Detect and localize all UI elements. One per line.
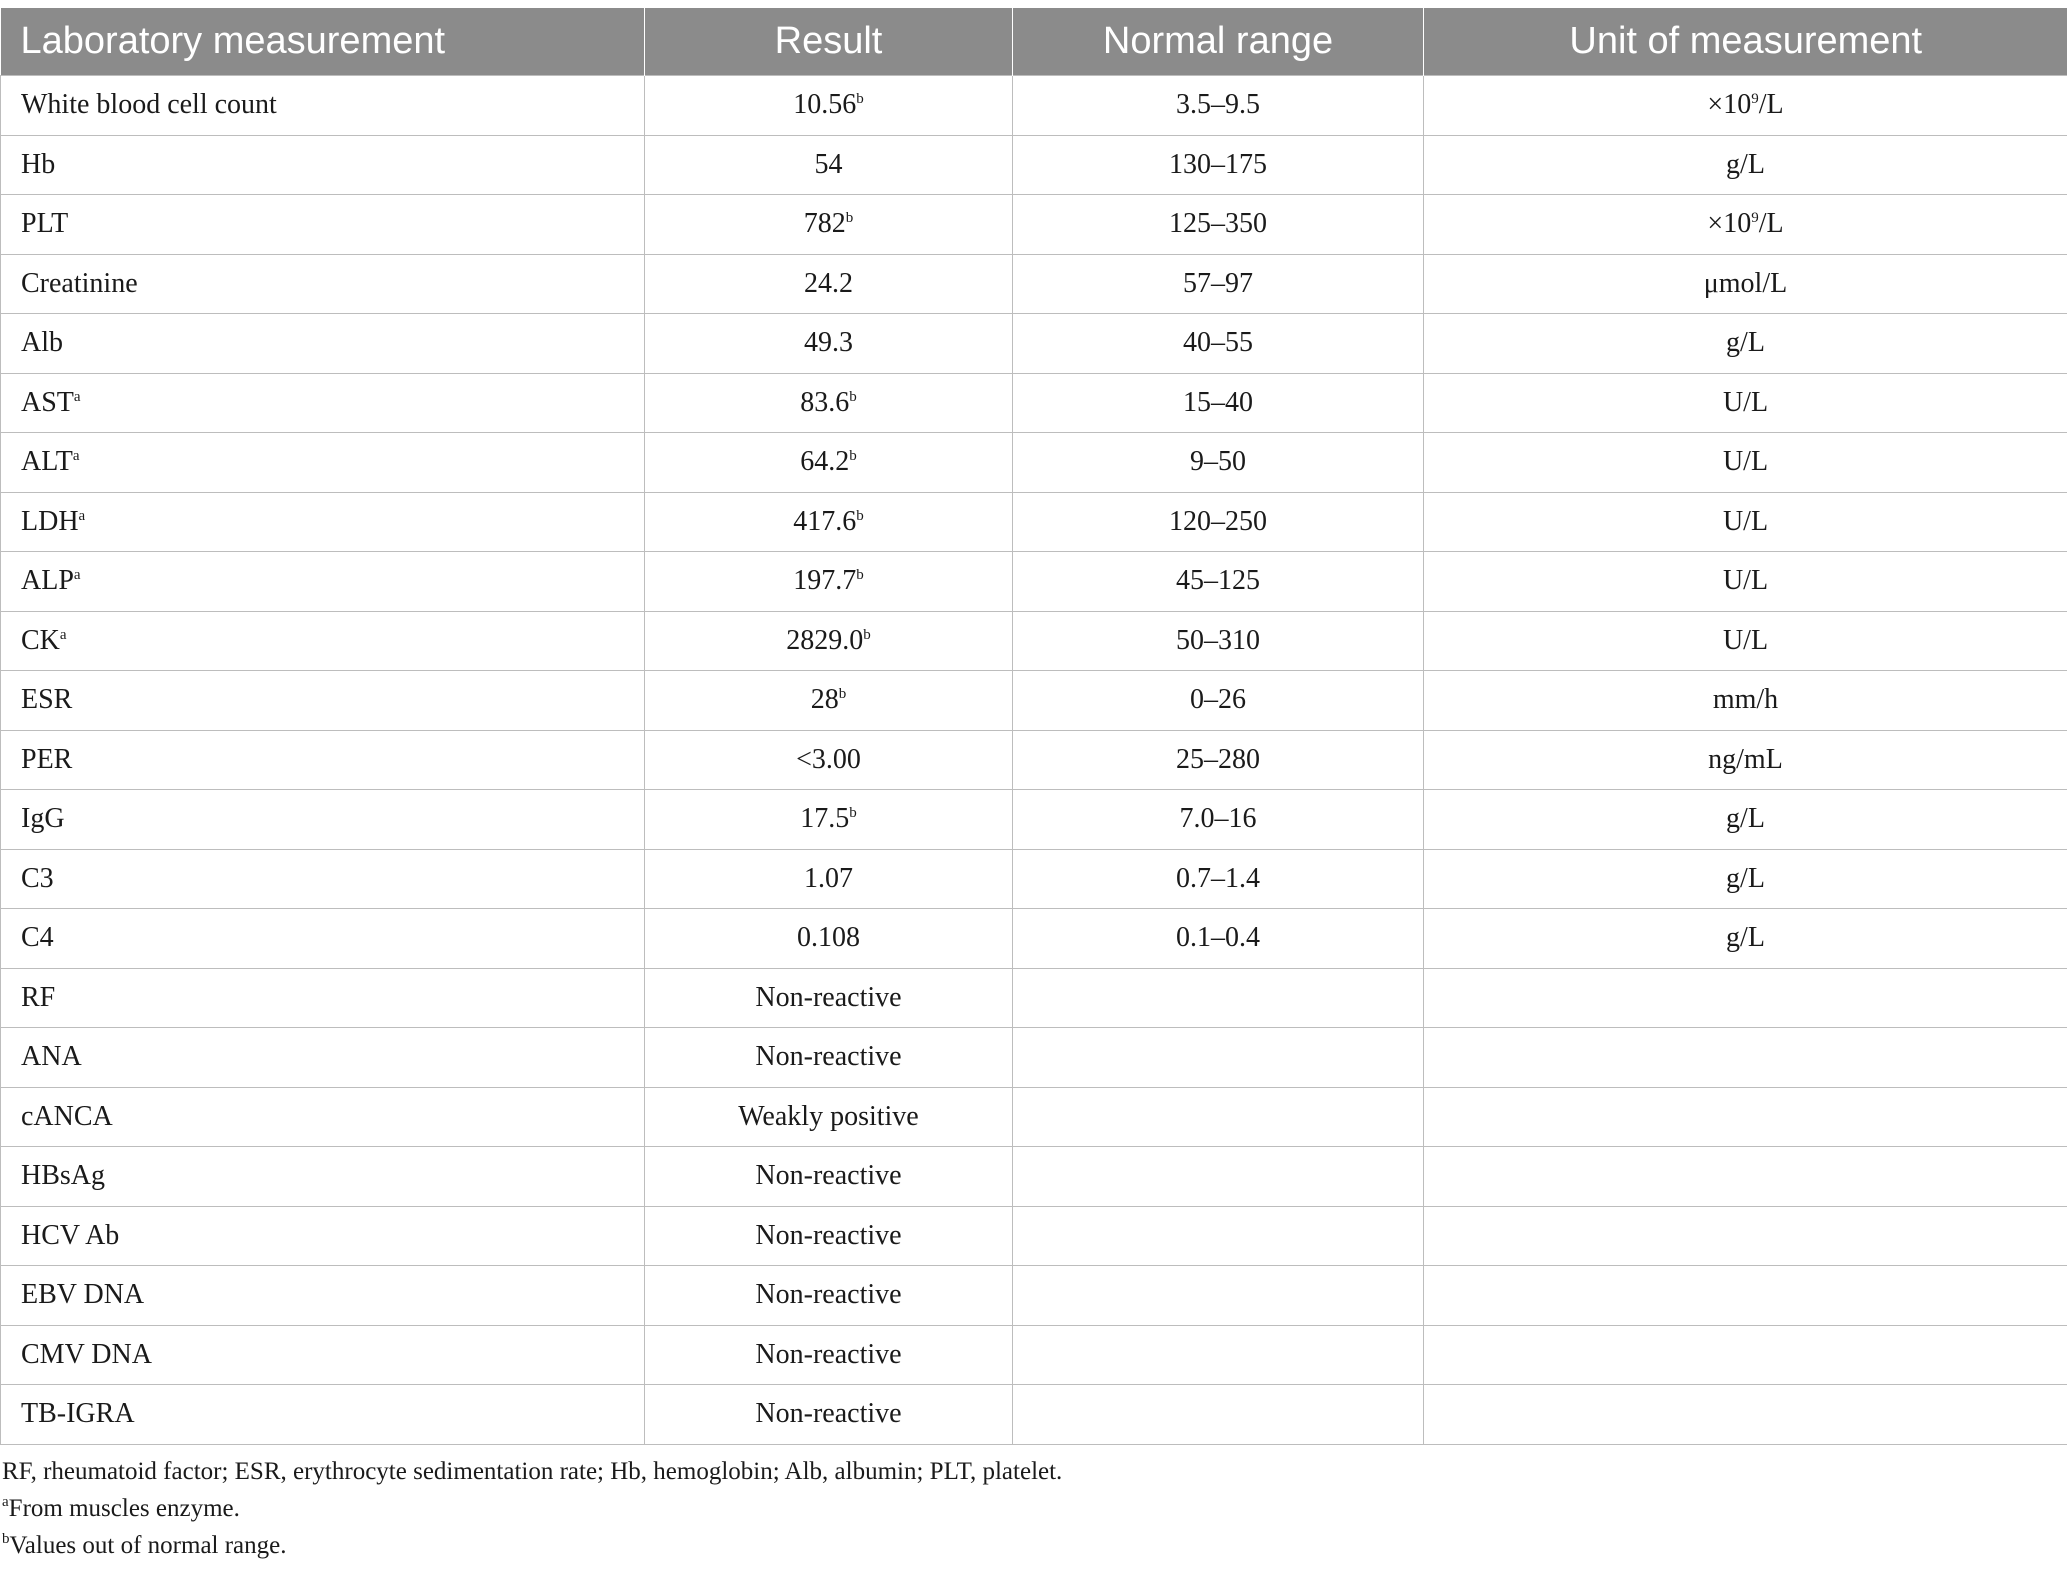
measurement-footnote-marker: a — [73, 388, 81, 405]
cell-measurement — [1, 135, 645, 195]
table-row — [1, 1206, 2067, 1266]
measurement-name: White blood cell count — [21, 89, 277, 121]
cell-measurement — [1, 1147, 645, 1207]
cell-result — [645, 790, 1013, 850]
table-row — [1, 254, 2067, 314]
table-row — [1, 1325, 2067, 1385]
result-value: 83.6 — [800, 386, 850, 418]
header-result: Result — [645, 8, 1013, 76]
result-footnote-marker: b — [856, 91, 864, 108]
cell-unit — [1424, 195, 2067, 255]
result-value: 49.3 — [804, 327, 853, 359]
cell-normal-range — [1013, 1087, 1424, 1147]
cell-unit — [1424, 1325, 2067, 1385]
cell-result — [645, 909, 1013, 969]
cell-measurement — [1, 1385, 645, 1445]
footnote-a-marker: a — [2, 1494, 9, 1510]
measurement-name: Hb — [21, 148, 56, 180]
footnote-b-text: Values out of normal range. — [9, 1532, 287, 1559]
result-value: Non-reactive — [755, 1398, 902, 1430]
cell-unit — [1424, 1028, 2067, 1088]
cell-measurement — [1, 1325, 645, 1385]
cell-normal-range — [1013, 552, 1424, 612]
result-value: Non-reactive — [755, 981, 902, 1013]
table-row — [1, 671, 2067, 731]
cell-measurement — [1, 1266, 645, 1326]
cell-normal-range — [1013, 254, 1424, 314]
cell-result — [645, 968, 1013, 1028]
cell-normal-range — [1013, 1028, 1424, 1088]
normal-range-value: 9–50 — [1190, 446, 1246, 478]
cell-measurement — [1, 1206, 645, 1266]
cell-normal-range — [1013, 1385, 1424, 1445]
cell-result — [645, 1385, 1013, 1445]
measurement-name: CMV DNA — [21, 1338, 152, 1370]
unit-value: ×10 — [1707, 89, 1752, 121]
normal-range-value: 0.7–1.4 — [1176, 862, 1260, 894]
unit-value: g/L — [1726, 803, 1765, 835]
normal-range-value: 0.1–0.4 — [1176, 922, 1260, 954]
cell-result — [645, 195, 1013, 255]
measurement-name: AST — [21, 386, 74, 418]
result-footnote-marker: b — [845, 210, 854, 227]
cell-result — [645, 552, 1013, 612]
measurement-name: C4 — [21, 922, 54, 954]
normal-range-value: 50–310 — [1176, 624, 1260, 656]
cell-normal-range — [1013, 492, 1424, 552]
measurement-name: ANA — [21, 1041, 82, 1073]
result-value: 782 — [803, 208, 846, 240]
cell-result — [645, 849, 1013, 909]
cell-measurement — [1, 76, 645, 136]
unit-suffix: /L — [1758, 89, 1784, 121]
result-value: 0.108 — [797, 922, 860, 954]
measurement-name: Alb — [21, 327, 63, 359]
normal-range-value: 3.5–9.5 — [1176, 89, 1260, 121]
measurement-name: ALP — [21, 565, 74, 597]
cell-measurement — [1, 314, 645, 374]
cell-measurement — [1, 552, 645, 612]
result-footnote-marker: b — [838, 686, 847, 703]
result-value: 1.07 — [804, 862, 853, 894]
result-value: Non-reactive — [755, 1219, 902, 1251]
cell-unit — [1424, 373, 2067, 433]
cell-unit — [1424, 1206, 2067, 1266]
table-header — [1, 8, 2067, 76]
cell-unit — [1424, 552, 2067, 612]
cell-measurement — [1, 195, 645, 255]
table-row — [1, 1028, 2067, 1088]
cell-measurement — [1, 433, 645, 493]
cell-normal-range — [1013, 1147, 1424, 1207]
result-value: 417.6 — [793, 505, 857, 537]
cell-normal-range — [1013, 790, 1424, 850]
result-value: Non-reactive — [755, 1160, 902, 1192]
cell-normal-range — [1013, 195, 1424, 255]
header-unit-of-measurement: Unit of measurement — [1424, 8, 2067, 76]
result-value: 2829.0 — [786, 624, 864, 656]
table-row — [1, 1087, 2067, 1147]
cell-normal-range — [1013, 314, 1424, 374]
measurement-name: ESR — [21, 684, 73, 716]
table-row — [1, 135, 2067, 195]
table-body — [1, 76, 2067, 1445]
cell-measurement — [1, 790, 645, 850]
measurement-name: EBV DNA — [21, 1279, 145, 1311]
cell-unit — [1424, 433, 2067, 493]
table-row — [1, 76, 2067, 136]
header-laboratory-measurement: Laboratory measurement — [1, 8, 645, 76]
cell-normal-range — [1013, 671, 1424, 731]
footnote-a-text: From muscles enzyme. — [8, 1495, 240, 1522]
footnote-a — [2, 1490, 1062, 1527]
cell-result — [645, 433, 1013, 493]
cell-normal-range — [1013, 76, 1424, 136]
unit-value: g/L — [1726, 922, 1765, 954]
unit-value: g/L — [1726, 327, 1765, 359]
cell-unit — [1424, 254, 2067, 314]
measurement-footnote-marker: a — [73, 567, 81, 584]
table-row — [1, 611, 2067, 671]
unit-value: g/L — [1726, 862, 1765, 894]
cell-result — [645, 611, 1013, 671]
result-value: Weakly positive — [738, 1100, 919, 1132]
table-row — [1, 1147, 2067, 1207]
cell-result — [645, 1147, 1013, 1207]
table-row — [1, 968, 2067, 1028]
result-footnote-marker: b — [856, 567, 864, 584]
table-row — [1, 552, 2067, 612]
unit-value: U/L — [1722, 624, 1769, 656]
table-row — [1, 909, 2067, 969]
unit-value: U/L — [1722, 446, 1769, 478]
result-value: Non-reactive — [755, 1338, 902, 1370]
measurement-name: IgG — [21, 803, 65, 835]
cell-normal-range — [1013, 1325, 1424, 1385]
cell-unit — [1424, 314, 2067, 374]
result-value: Non-reactive — [755, 1041, 902, 1073]
unit-exponent: 9 — [1751, 210, 1759, 227]
table-row — [1, 314, 2067, 374]
unit-value: mm/h — [1712, 684, 1779, 716]
cell-normal-range — [1013, 1206, 1424, 1266]
cell-result — [645, 1325, 1013, 1385]
normal-range-value: 57–97 — [1183, 267, 1253, 299]
normal-range-value: 25–280 — [1176, 743, 1260, 775]
measurement-name: RF — [21, 981, 56, 1013]
measurement-name: TB-IGRA — [21, 1398, 135, 1430]
cell-normal-range — [1013, 1266, 1424, 1326]
unit-value: ×10 — [1707, 208, 1752, 240]
unit-value: g/L — [1726, 148, 1765, 180]
footnote-b-marker: b — [2, 1531, 10, 1547]
unit-suffix: /L — [1758, 208, 1784, 240]
cell-normal-range — [1013, 433, 1424, 493]
cell-result — [645, 1266, 1013, 1326]
table-row — [1, 790, 2067, 850]
cell-normal-range — [1013, 135, 1424, 195]
cell-result — [645, 135, 1013, 195]
cell-result — [645, 492, 1013, 552]
measurement-footnote-marker: a — [78, 507, 86, 524]
cell-unit — [1424, 790, 2067, 850]
cell-result — [645, 373, 1013, 433]
cell-result — [645, 76, 1013, 136]
cell-normal-range — [1013, 849, 1424, 909]
table-row — [1, 492, 2067, 552]
normal-range-value: 125–350 — [1169, 208, 1267, 240]
cell-result — [645, 1087, 1013, 1147]
normal-range-value: 40–55 — [1183, 327, 1253, 359]
cell-measurement — [1, 968, 645, 1028]
footnote-b — [2, 1527, 1062, 1564]
measurement-name: PER — [21, 743, 73, 775]
cell-result — [645, 730, 1013, 790]
cell-unit — [1424, 968, 2067, 1028]
cell-unit — [1424, 1266, 2067, 1326]
measurement-name: LDH — [21, 505, 79, 537]
result-footnote-marker: b — [849, 388, 857, 405]
result-value: 28 — [810, 684, 839, 716]
cell-normal-range — [1013, 909, 1424, 969]
cell-unit — [1424, 909, 2067, 969]
normal-range-value: 7.0–16 — [1179, 803, 1257, 835]
measurement-name: HCV Ab — [21, 1219, 120, 1251]
result-value: 197.7 — [793, 565, 857, 597]
cell-measurement — [1, 730, 645, 790]
cell-unit — [1424, 1147, 2067, 1207]
measurement-name: PLT — [21, 208, 69, 240]
cell-normal-range — [1013, 611, 1424, 671]
unit-exponent: 9 — [1751, 91, 1759, 108]
measurement-name: Creatinine — [21, 267, 138, 299]
cell-normal-range — [1013, 968, 1424, 1028]
cell-measurement — [1, 1087, 645, 1147]
cell-measurement — [1, 1028, 645, 1088]
result-value: 24.2 — [804, 267, 853, 299]
cell-unit — [1424, 730, 2067, 790]
normal-range-value: 0–26 — [1190, 684, 1246, 716]
cell-unit — [1424, 849, 2067, 909]
normal-range-value: 120–250 — [1169, 505, 1267, 537]
header-row — [1, 8, 2067, 76]
lab-results-table-container — [0, 8, 2067, 1445]
cell-result — [645, 254, 1013, 314]
result-footnote-marker: b — [849, 448, 857, 465]
table-footnotes — [2, 1453, 1062, 1564]
cell-measurement — [1, 849, 645, 909]
result-value: 64.2 — [800, 446, 850, 478]
cell-measurement — [1, 492, 645, 552]
cell-normal-range — [1013, 373, 1424, 433]
result-footnote-marker: b — [856, 507, 864, 524]
cell-result — [645, 314, 1013, 374]
cell-result — [645, 671, 1013, 731]
measurement-footnote-marker: a — [72, 448, 80, 465]
unit-value: U/L — [1722, 386, 1769, 418]
table-row — [1, 433, 2067, 493]
cell-measurement — [1, 909, 645, 969]
measurement-name: CK — [21, 624, 60, 656]
cell-unit — [1424, 1087, 2067, 1147]
table-row — [1, 730, 2067, 790]
measurement-footnote-marker: a — [59, 626, 67, 643]
result-footnote-marker: b — [849, 805, 857, 822]
result-value: 54 — [814, 148, 843, 180]
table-row — [1, 1266, 2067, 1326]
table-row — [1, 195, 2067, 255]
table-row — [1, 1385, 2067, 1445]
cell-measurement — [1, 611, 645, 671]
cell-unit — [1424, 1385, 2067, 1445]
normal-range-value: 45–125 — [1176, 565, 1260, 597]
unit-value: ng/mL — [1708, 743, 1783, 775]
result-value: Non-reactive — [755, 1279, 902, 1311]
unit-value: U/L — [1722, 505, 1769, 537]
header-normal-range: Normal range — [1013, 8, 1424, 76]
cell-measurement — [1, 373, 645, 433]
cell-measurement — [1, 671, 645, 731]
footnote-abbreviations: RF, rheumatoid factor; ESR, erythrocyte sedimentation rate; Hb, hemoglobin; Alb, albumin; PLT, platelet. — [2, 1458, 1063, 1485]
cell-measurement — [1, 254, 645, 314]
cell-unit — [1424, 492, 2067, 552]
lab-results-table — [0, 8, 2067, 1445]
measurement-name: HBsAg — [21, 1160, 106, 1192]
cell-result — [645, 1206, 1013, 1266]
cell-unit — [1424, 611, 2067, 671]
measurement-name: cANCA — [21, 1100, 113, 1132]
measurement-name: C3 — [21, 862, 54, 894]
normal-range-value: 130–175 — [1169, 148, 1267, 180]
result-value: <3.00 — [796, 743, 861, 775]
unit-value: U/L — [1722, 565, 1769, 597]
result-value: 10.56 — [793, 89, 857, 121]
result-footnote-marker: b — [863, 626, 871, 643]
table-row — [1, 373, 2067, 433]
cell-normal-range — [1013, 730, 1424, 790]
cell-result — [645, 1028, 1013, 1088]
result-value: 17.5 — [800, 803, 850, 835]
cell-unit — [1424, 135, 2067, 195]
unit-value: μmol/L — [1703, 267, 1788, 299]
measurement-name: ALT — [21, 446, 73, 478]
normal-range-value: 15–40 — [1183, 386, 1253, 418]
cell-unit — [1424, 76, 2067, 136]
cell-unit — [1424, 671, 2067, 731]
table-row — [1, 849, 2067, 909]
